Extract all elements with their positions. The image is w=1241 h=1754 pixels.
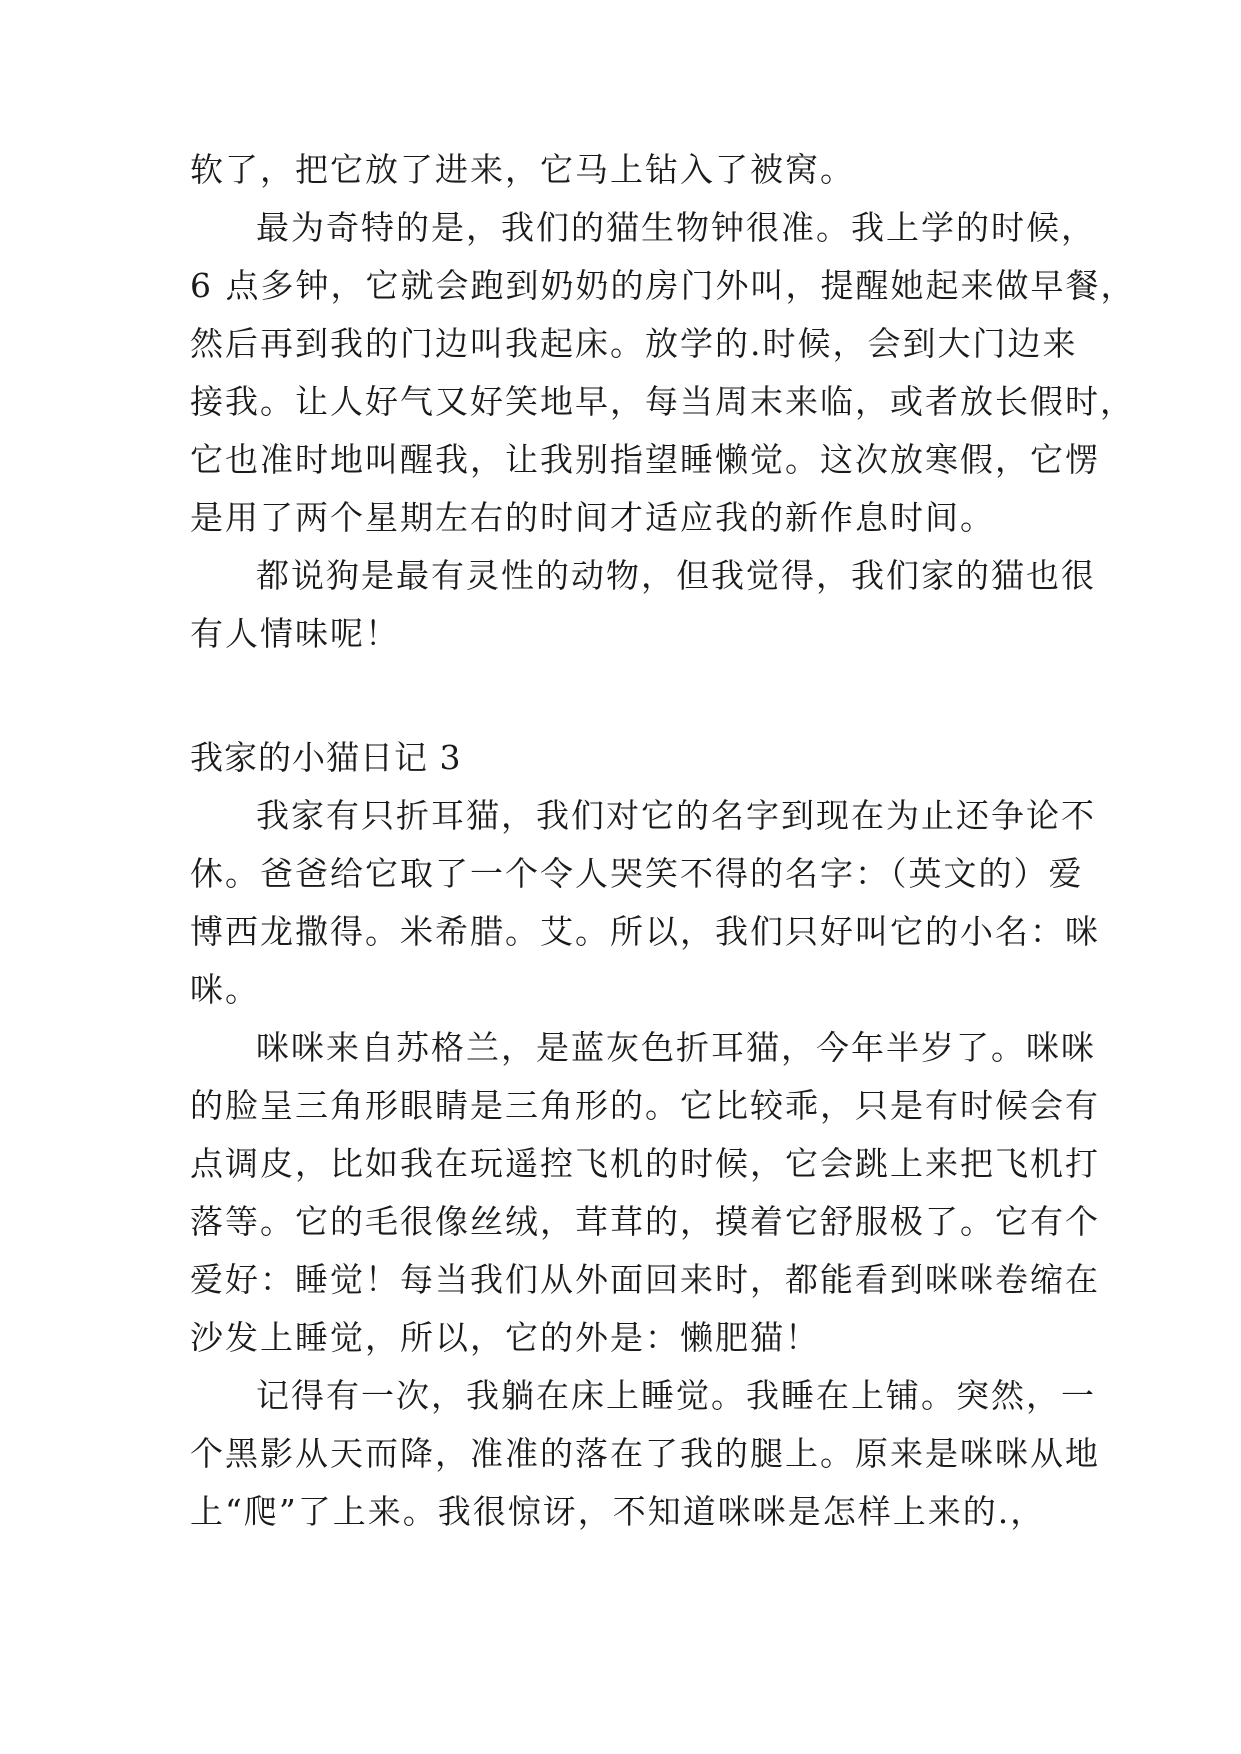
text-line: 点调皮，比如我在玩遥控飞机的时候，它会跳上来把飞机打 bbox=[190, 1144, 1100, 1183]
text-line: 最为奇特的是，我们的猫生物钟很准。我上学的时候， bbox=[256, 208, 1096, 247]
text-line: 上“爬”了上来。我很惊讶，不知道咪咪是怎样上来的.， bbox=[190, 1492, 1046, 1531]
text-line: 接我。让人好气又好笑地早，每当周末来临，或者放长假时， bbox=[190, 382, 1135, 421]
text-line: 是用了两个星期左右的时间才适应我的新作息时间。 bbox=[190, 498, 995, 537]
text-line: 软了，把它放了进来，它马上钻入了被窝。 bbox=[190, 150, 855, 189]
text-line: 咪咪来自苏格兰，是蓝灰色折耳猫，今年半岁了。咪咪 bbox=[256, 1028, 1096, 1067]
section-heading: 我家的小猫日记 3 bbox=[190, 738, 462, 777]
text-line: 博西龙撒得。米希腊。艾。所以，我们只好叫它的小名：咪 bbox=[190, 912, 1100, 951]
text-line: 落等。它的毛很像丝绒，茸茸的，摸着它舒服极了。它有个 bbox=[190, 1202, 1100, 1241]
text-line: 然后再到我的门边叫我起床。放学的.时候，会到大门边来 bbox=[190, 324, 1078, 363]
text-line: 我家有只折耳猫，我们对它的名字到现在为止还争论不 bbox=[256, 796, 1096, 835]
text-line: 个黑影从天而降，准准的落在了我的腿上。原来是咪咪从地 bbox=[190, 1434, 1100, 1473]
text-line: 休。爸爸给它取了一个令人哭笑不得的名字：（英文的）爱 bbox=[190, 854, 1084, 893]
text-line: 有人情味呢！ bbox=[190, 614, 400, 653]
text-line: 记得有一次，我躺在床上睡觉。我睡在上铺。突然，一 bbox=[256, 1376, 1096, 1415]
text-line: 的脸呈三角形眼睛是三角形的。它比较乖，只是有时候会有 bbox=[190, 1086, 1100, 1125]
text-line: 沙发上睡觉，所以，它的外是：懒肥猫！ bbox=[190, 1318, 820, 1357]
text-line: 6 点多钟，它就会跑到奶奶的房门外叫，提醒她起来做早餐， bbox=[190, 266, 1136, 305]
text-line: 咪。 bbox=[190, 970, 260, 1009]
text-line: 爱好：睡觉！每当我们从外面回来时，都能看到咪咪卷缩在 bbox=[190, 1260, 1100, 1299]
text-line: 都说狗是最有灵性的动物，但我觉得，我们家的猫也很 bbox=[256, 556, 1096, 595]
text-line: 它也准时地叫醒我，让我别指望睡懒觉。这次放寒假，它愣 bbox=[190, 440, 1100, 479]
